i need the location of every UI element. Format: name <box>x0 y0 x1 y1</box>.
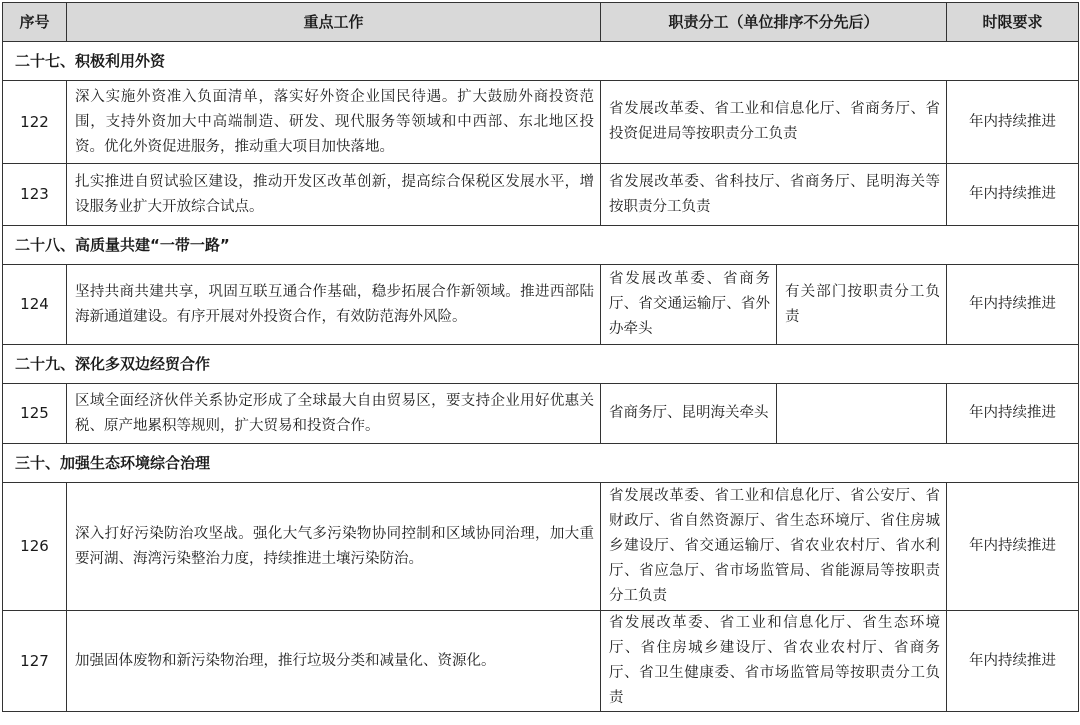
table-row <box>3 483 1079 611</box>
table-row <box>3 164 1079 226</box>
row-work: 加强固体废物和新污染物治理，推行垃圾分类和减量化、资源化。 <box>67 611 601 712</box>
row-limit: 年内持续推进 <box>947 611 1079 712</box>
row-resp: 省发展改革委、省科技厅、省商务厅、昆明海关等按职责分工负责 <box>601 164 947 226</box>
table-row <box>3 265 1079 345</box>
row-limit: 年内持续推进 <box>947 384 1079 444</box>
row-num: 127 <box>3 611 67 712</box>
section-row <box>3 345 1079 384</box>
row-work: 区域全面经济伙伴关系协定形成了全球最大自由贸易区，要支持企业用好优惠关税、原产地累积等规则，扩大贸易和投资合作。 <box>67 384 601 444</box>
section-title: 三十、加强生态环境综合治理 <box>3 444 1079 483</box>
header-num: 序号 <box>3 3 67 42</box>
row-resp: 省发展改革委、省工业和信息化厅、省生态环境厅、省住房城乡建设厅、省农业农村厅、省商务厅、省卫生健康委、省市场监管局等按职责分工负责 <box>601 611 947 712</box>
row-work: 深入打好污染防治攻坚战。强化大气多污染物协同控制和区域协同治理，加大重要河湖、海湾污染整治力度，持续推进土壤污染防治。 <box>67 483 601 611</box>
row-work: 扎实推进自贸试验区建设，推动开发区改革创新，提高综合保税区发展水平，增设服务业扩大开放综合试点。 <box>67 164 601 226</box>
row-num: 122 <box>3 81 67 164</box>
row-num: 124 <box>3 265 67 345</box>
section-title: 二十八、高质量共建“一带一路” <box>3 226 1079 265</box>
section-row <box>3 226 1079 265</box>
row-work: 坚持共商共建共享，巩固互联互通合作基础，稳步拓展合作新领域。推进西部陆海新通道建设。有序开展对外投资合作，有效防范海外风险。 <box>67 265 601 345</box>
section-row <box>3 444 1079 483</box>
row-resp: 省发展改革委、省商务厅、省交通运输厅、省外办牵头 <box>601 265 777 345</box>
row-work: 深入实施外资准入负面清单，落实好外资企业国民待遇。扩大鼓励外商投资范围，支持外资加大中高端制造、研发、现代服务等领域和中西部、东北地区投资。优化外资促进服务，推动重大项目加快落地。 <box>67 81 601 164</box>
row-num: 126 <box>3 483 67 611</box>
row-limit: 年内持续推进 <box>947 81 1079 164</box>
row-resp-secondary: 有关部门按职责分工负责 <box>777 265 947 345</box>
row-num: 123 <box>3 164 67 226</box>
work-table <box>2 2 1079 712</box>
section-row <box>3 42 1079 81</box>
row-resp: 省发展改革委、省工业和信息化厅、省公安厅、省财政厅、省自然资源厅、省生态环境厅、省住房城乡建设厅、省交通运输厅、省农业农村厅、省水利厅、省应急厅、省市场监管局、省能源局等按职责分工负责 <box>601 483 947 611</box>
row-limit: 年内持续推进 <box>947 483 1079 611</box>
header-work: 重点工作 <box>67 3 601 42</box>
row-resp-secondary <box>777 384 947 444</box>
section-title: 二十七、积极利用外资 <box>3 42 1079 81</box>
header-resp: 职责分工（单位排序不分先后） <box>601 3 947 42</box>
header-limit: 时限要求 <box>947 3 1079 42</box>
table-row <box>3 81 1079 164</box>
section-title: 二十九、深化多双边经贸合作 <box>3 345 1079 384</box>
row-num: 125 <box>3 384 67 444</box>
row-limit: 年内持续推进 <box>947 265 1079 345</box>
header-row <box>3 3 1079 42</box>
table-row <box>3 611 1079 712</box>
row-resp: 省发展改革委、省工业和信息化厅、省商务厅、省投资促进局等按职责分工负责 <box>601 81 947 164</box>
row-resp: 省商务厅、昆明海关牵头 <box>601 384 777 444</box>
table-row <box>3 384 1079 444</box>
row-limit: 年内持续推进 <box>947 164 1079 226</box>
